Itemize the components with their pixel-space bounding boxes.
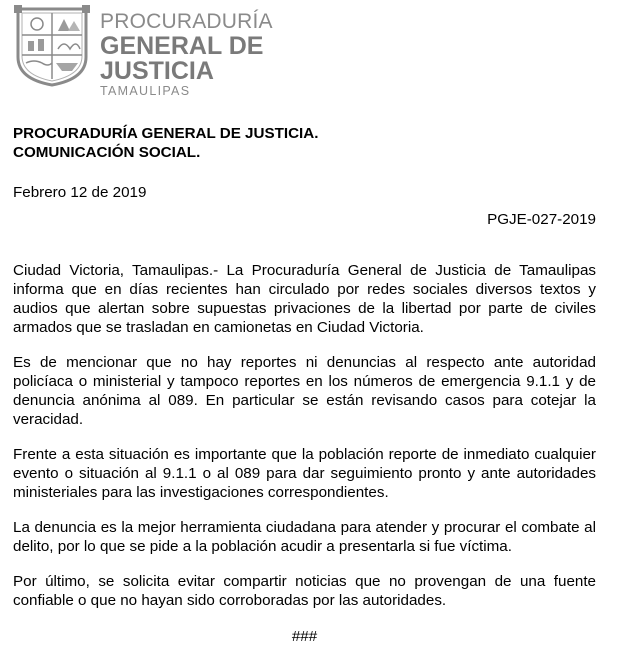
paragraph: Ciudad Victoria, Tamaulipas.- La Procuraduría General de Justicia de Tamaulipas informa que en días recientes han circulado por redes sociales diversos textos y audios que alertan sobre supuestas privaciones de la libertad por parte de civiles armados que se trasladan en camionetas en Ciudad Victoria.	[13, 262, 596, 336]
letterhead	[12, 3, 332, 98]
press-release-body	[13, 124, 596, 646]
release-date: Febrero 12 de 2019	[13, 184, 147, 201]
tamaulipas-coat-of-arms-icon	[12, 3, 92, 87]
wordmark-line-3: JUSTICIA	[100, 57, 214, 85]
paragraph: Frente a esta situación es importante que la población reporte de inmediato cualquier evento o situación al 9.1.1 o al 089 para dar seguimiento pronto y ante autoridades ministeriales para las investigaciones correspondientes.	[13, 446, 596, 501]
reference-number: PGJE-027-2019	[487, 211, 596, 228]
letterhead-wordmark	[100, 11, 273, 98]
organization-name: PROCURADURÍA GENERAL DE JUSTICIA.	[13, 125, 319, 142]
wordmark-line-2: GENERAL DE	[100, 32, 264, 60]
paragraph: Es de mencionar que no hay reportes ni denuncias al respecto ante autoridad policíaca o ministerial y tampoco reportes en los números de emergencia 9.1.1 y de denuncia anónima al 089. En particular se están revisando casos para cotejar la veracidad.	[13, 354, 596, 428]
wordmark-line-4: TAMAULIPAS	[100, 84, 191, 98]
wordmark-line-1: PROCURADURÍA	[100, 10, 273, 33]
end-mark: ###	[291, 628, 318, 645]
paragraph: La denuncia es la mejor herramienta ciudadana para atender y procurar el combate al delito, por lo que se pide a la población acudir a presentarla si fue víctima.	[13, 519, 596, 555]
department-name: COMUNICACIÓN SOCIAL.	[13, 144, 201, 161]
paragraph: Por último, se solicita evitar compartir noticias que no provengan de una fuente confiable o que no hayan sido corroboradas por las autoridades.	[13, 573, 596, 609]
